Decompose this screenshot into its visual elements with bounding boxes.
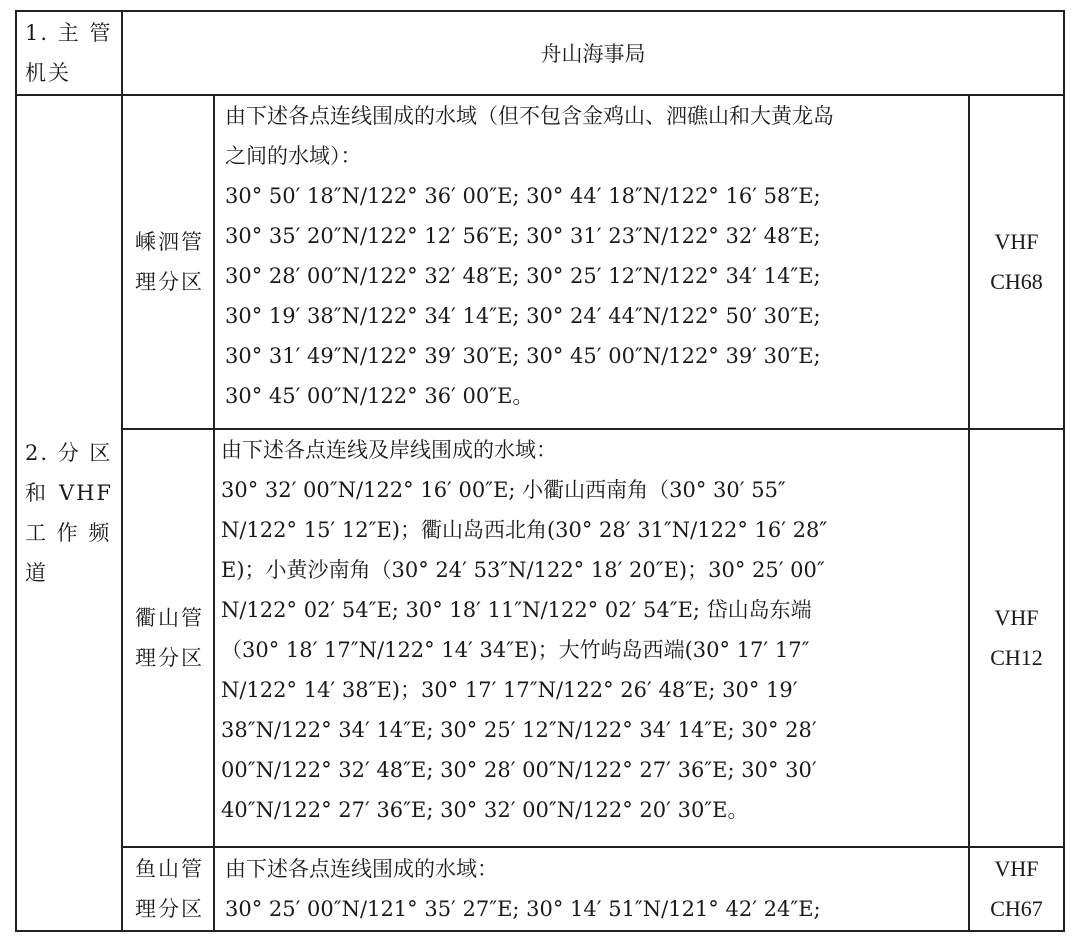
description-line: 30° 31′ 49″N/122° 39′ 30″E; 30° 45′ 00″N/122° 39′ 30″E; bbox=[225, 344, 821, 368]
channel-line: VHF bbox=[994, 229, 1039, 254]
authority-label-line: 1. 主 管 bbox=[25, 21, 113, 45]
zone-name-cell bbox=[122, 847, 214, 931]
zone-row-shengsi bbox=[16, 95, 1064, 429]
description-line: 由下述各点连线及岸线围成的水域： bbox=[221, 438, 557, 462]
description-line: N/122° 15′ 12″E)；衢山岛西北角(30° 28′ 31″N/122° 16′ 28″ bbox=[221, 518, 828, 542]
description-line: 00″N/122° 32′ 48″E; 30° 28′ 00″N/122° 27′ 36″E; 30° 30′ bbox=[221, 758, 817, 782]
zone-row-qushan bbox=[16, 429, 1064, 847]
channel-line: CH12 bbox=[990, 645, 1043, 670]
description-line: （30° 18′ 17″N/122° 14′ 34″E)；大竹屿岛西端(30° 17′ 17″ bbox=[221, 638, 810, 662]
authority-name: 舟山海事局 bbox=[122, 11, 1064, 95]
zones-label-cell bbox=[16, 95, 122, 931]
zones-label-line: 工 作 频 bbox=[25, 521, 112, 545]
zone-description bbox=[214, 847, 969, 931]
channel-line: CH68 bbox=[990, 269, 1043, 294]
description-line: N/122° 14′ 38″E)；30° 17′ 17″N/122° 26′ 48″E; 30° 19′ bbox=[221, 678, 798, 702]
vts-zone-table bbox=[15, 10, 1065, 932]
description-line: 40″N/122° 27′ 36″E; 30° 32′ 00″N/122° 20′ 30″E。 bbox=[221, 798, 749, 822]
zone-name-cell bbox=[122, 429, 214, 847]
zone-name-line: 理分区 bbox=[135, 270, 204, 294]
channel-line: CH67 bbox=[990, 896, 1043, 921]
description-line: N/122° 02′ 54″E; 30° 18′ 11″N/122° 02′ 54″E; 岱山岛东端 bbox=[221, 598, 812, 622]
zones-label-line: 2. 分 区 bbox=[25, 441, 113, 465]
zones-label-line: 和 VHF bbox=[25, 481, 113, 505]
authority-row bbox=[16, 11, 1064, 95]
description-line: 30° 28′ 00″N/122° 32′ 48″E; 30° 25′ 12″N/122° 34′ 14″E; bbox=[225, 264, 821, 288]
description-line: 30° 32′ 00″N/122° 16′ 00″E; 小衢山西南角（30° 30′ 55″ bbox=[221, 478, 786, 502]
zone-row-yushan bbox=[16, 847, 1064, 931]
zone-description bbox=[214, 95, 969, 429]
zone-name-cell bbox=[122, 95, 214, 429]
description-line: E)；小黄沙南角（30° 24′ 53″N/122° 18′ 20″E)；30° 25′ 00″ bbox=[221, 558, 825, 582]
zone-name-line: 理分区 bbox=[135, 646, 204, 670]
description-line: 30° 50′ 18″N/122° 36′ 00″E; 30° 44′ 18″N/122° 16′ 58″E; bbox=[225, 184, 821, 208]
zones-label-line: 道 bbox=[25, 561, 48, 585]
description-line: 由下述各点连线围成的水域： bbox=[225, 857, 498, 881]
zone-name-line: 衢山管 bbox=[135, 606, 204, 630]
zone-name-line: 理分区 bbox=[135, 897, 204, 921]
authority-label-cell bbox=[16, 11, 122, 95]
zone-channel-cell bbox=[969, 429, 1064, 847]
description-line: 由下述各点连线围成的水域（但不包含金鸡山、泗礁山和大黄龙岛 bbox=[225, 104, 834, 128]
description-line: 30° 19′ 38″N/122° 34′ 14″E; 30° 24′ 44″N/122° 50′ 30″E; bbox=[225, 304, 821, 328]
channel-line: VHF bbox=[994, 856, 1039, 881]
authority-label-line: 机关 bbox=[25, 61, 71, 85]
description-line: 38″N/122° 34′ 14″E; 30° 25′ 12″N/122° 34′ 14″E; 30° 28′ bbox=[221, 718, 817, 742]
zone-description bbox=[214, 429, 969, 847]
zone-channel-cell bbox=[969, 847, 1064, 931]
zone-channel-cell bbox=[969, 95, 1064, 429]
description-line: 30° 25′ 00″N/121° 35′ 27″E; 30° 14′ 51″N/121° 42′ 24″E; bbox=[225, 897, 821, 921]
zone-name-line: 嵊泗管 bbox=[135, 230, 204, 254]
description-line: 之间的水域）： bbox=[225, 144, 362, 168]
zone-name-line: 鱼山管 bbox=[135, 857, 204, 881]
description-line: 30° 45′ 00″N/122° 36′ 00″E。 bbox=[225, 384, 534, 408]
description-line: 30° 35′ 20″N/122° 12′ 56″E; 30° 31′ 23″N/122° 32′ 48″E; bbox=[225, 224, 821, 248]
channel-line: VHF bbox=[994, 605, 1039, 630]
